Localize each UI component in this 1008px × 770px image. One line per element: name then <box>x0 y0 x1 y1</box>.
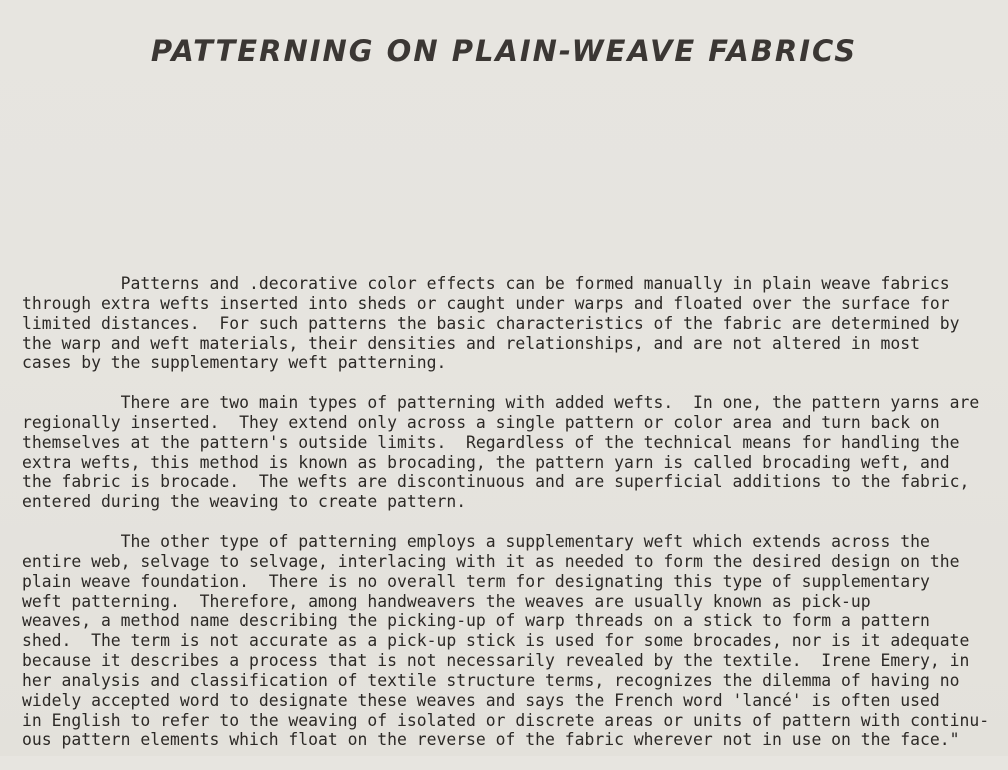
text-line: shed. The term is not accurate as a pick-up stick is used for some brocades, nor is it adequate <box>22 631 970 651</box>
text-line: widely accepted word to designate these weaves and says the French word 'lancé' is often used <box>22 690 940 710</box>
text-line: because it describes a process that is not necessarily revealed by the textile. Irene Emery, in <box>22 651 970 671</box>
paragraph-3 <box>22 532 1002 750</box>
paragraph-1 <box>22 274 1002 373</box>
text-line: Patterns and .decorative color effects can be formed manually in plain weave fabrics <box>22 274 950 293</box>
text-line: the fabric is brocade. The wefts are discontinuous and are superficial additions to the fabric, <box>22 472 970 492</box>
text-line: entire web, selvage to selvage, interlacing with it as needed to form the desired design on the <box>22 551 960 571</box>
text-line: in English to refer to the weaving of isolated or discrete areas or units of pattern with continu- <box>22 710 990 730</box>
text-line: themselves at the pattern's outside limits. Regardless of the technical means for handling the <box>22 432 960 452</box>
text-line: plain weave foundation. There is no overall term for designating this type of supplementary <box>22 571 930 591</box>
text-line: cases by the supplementary weft patterning. <box>22 353 447 373</box>
page-title: PATTERNING ON PLAIN-WEAVE FABRICS <box>150 34 858 68</box>
text-line: limited distances. For such patterns the basic characteristics of the fabric are determined by <box>22 313 960 333</box>
text-line: the warp and weft materials, their densities and relationships, and are not altered in most <box>22 333 920 353</box>
text-line: entered during the weaving to create pattern. <box>22 492 467 512</box>
text-line: weft patterning. Therefore, among handweavers the weaves are usually known as pick-up <box>22 591 871 611</box>
text-line: through extra wefts inserted into sheds or caught under warps and floated over the surface for <box>22 293 950 313</box>
text-line: her analysis and classification of textile structure terms, recognizes the dilemma of having no <box>22 670 960 690</box>
text-line: ous pattern elements which float on the reverse of the fabric wherever not in use on the face." <box>22 730 960 750</box>
paragraph-2 <box>22 393 1002 512</box>
text-line: The other type of patterning employs a supplementary weft which extends across the <box>22 531 930 551</box>
text-line: There are two main types of patterning with added wefts. In one, the pattern yarns are <box>22 393 980 413</box>
document-body <box>22 274 1002 770</box>
text-line: extra wefts, this method is known as brocading, the pattern yarn is called brocading weft, and <box>22 452 950 472</box>
text-line: weaves, a method name describing the picking-up of warp threads on a stick to form a pattern <box>22 611 930 631</box>
text-line: regionally inserted. They extend only across a single pattern or color area and turn back on <box>22 412 940 432</box>
